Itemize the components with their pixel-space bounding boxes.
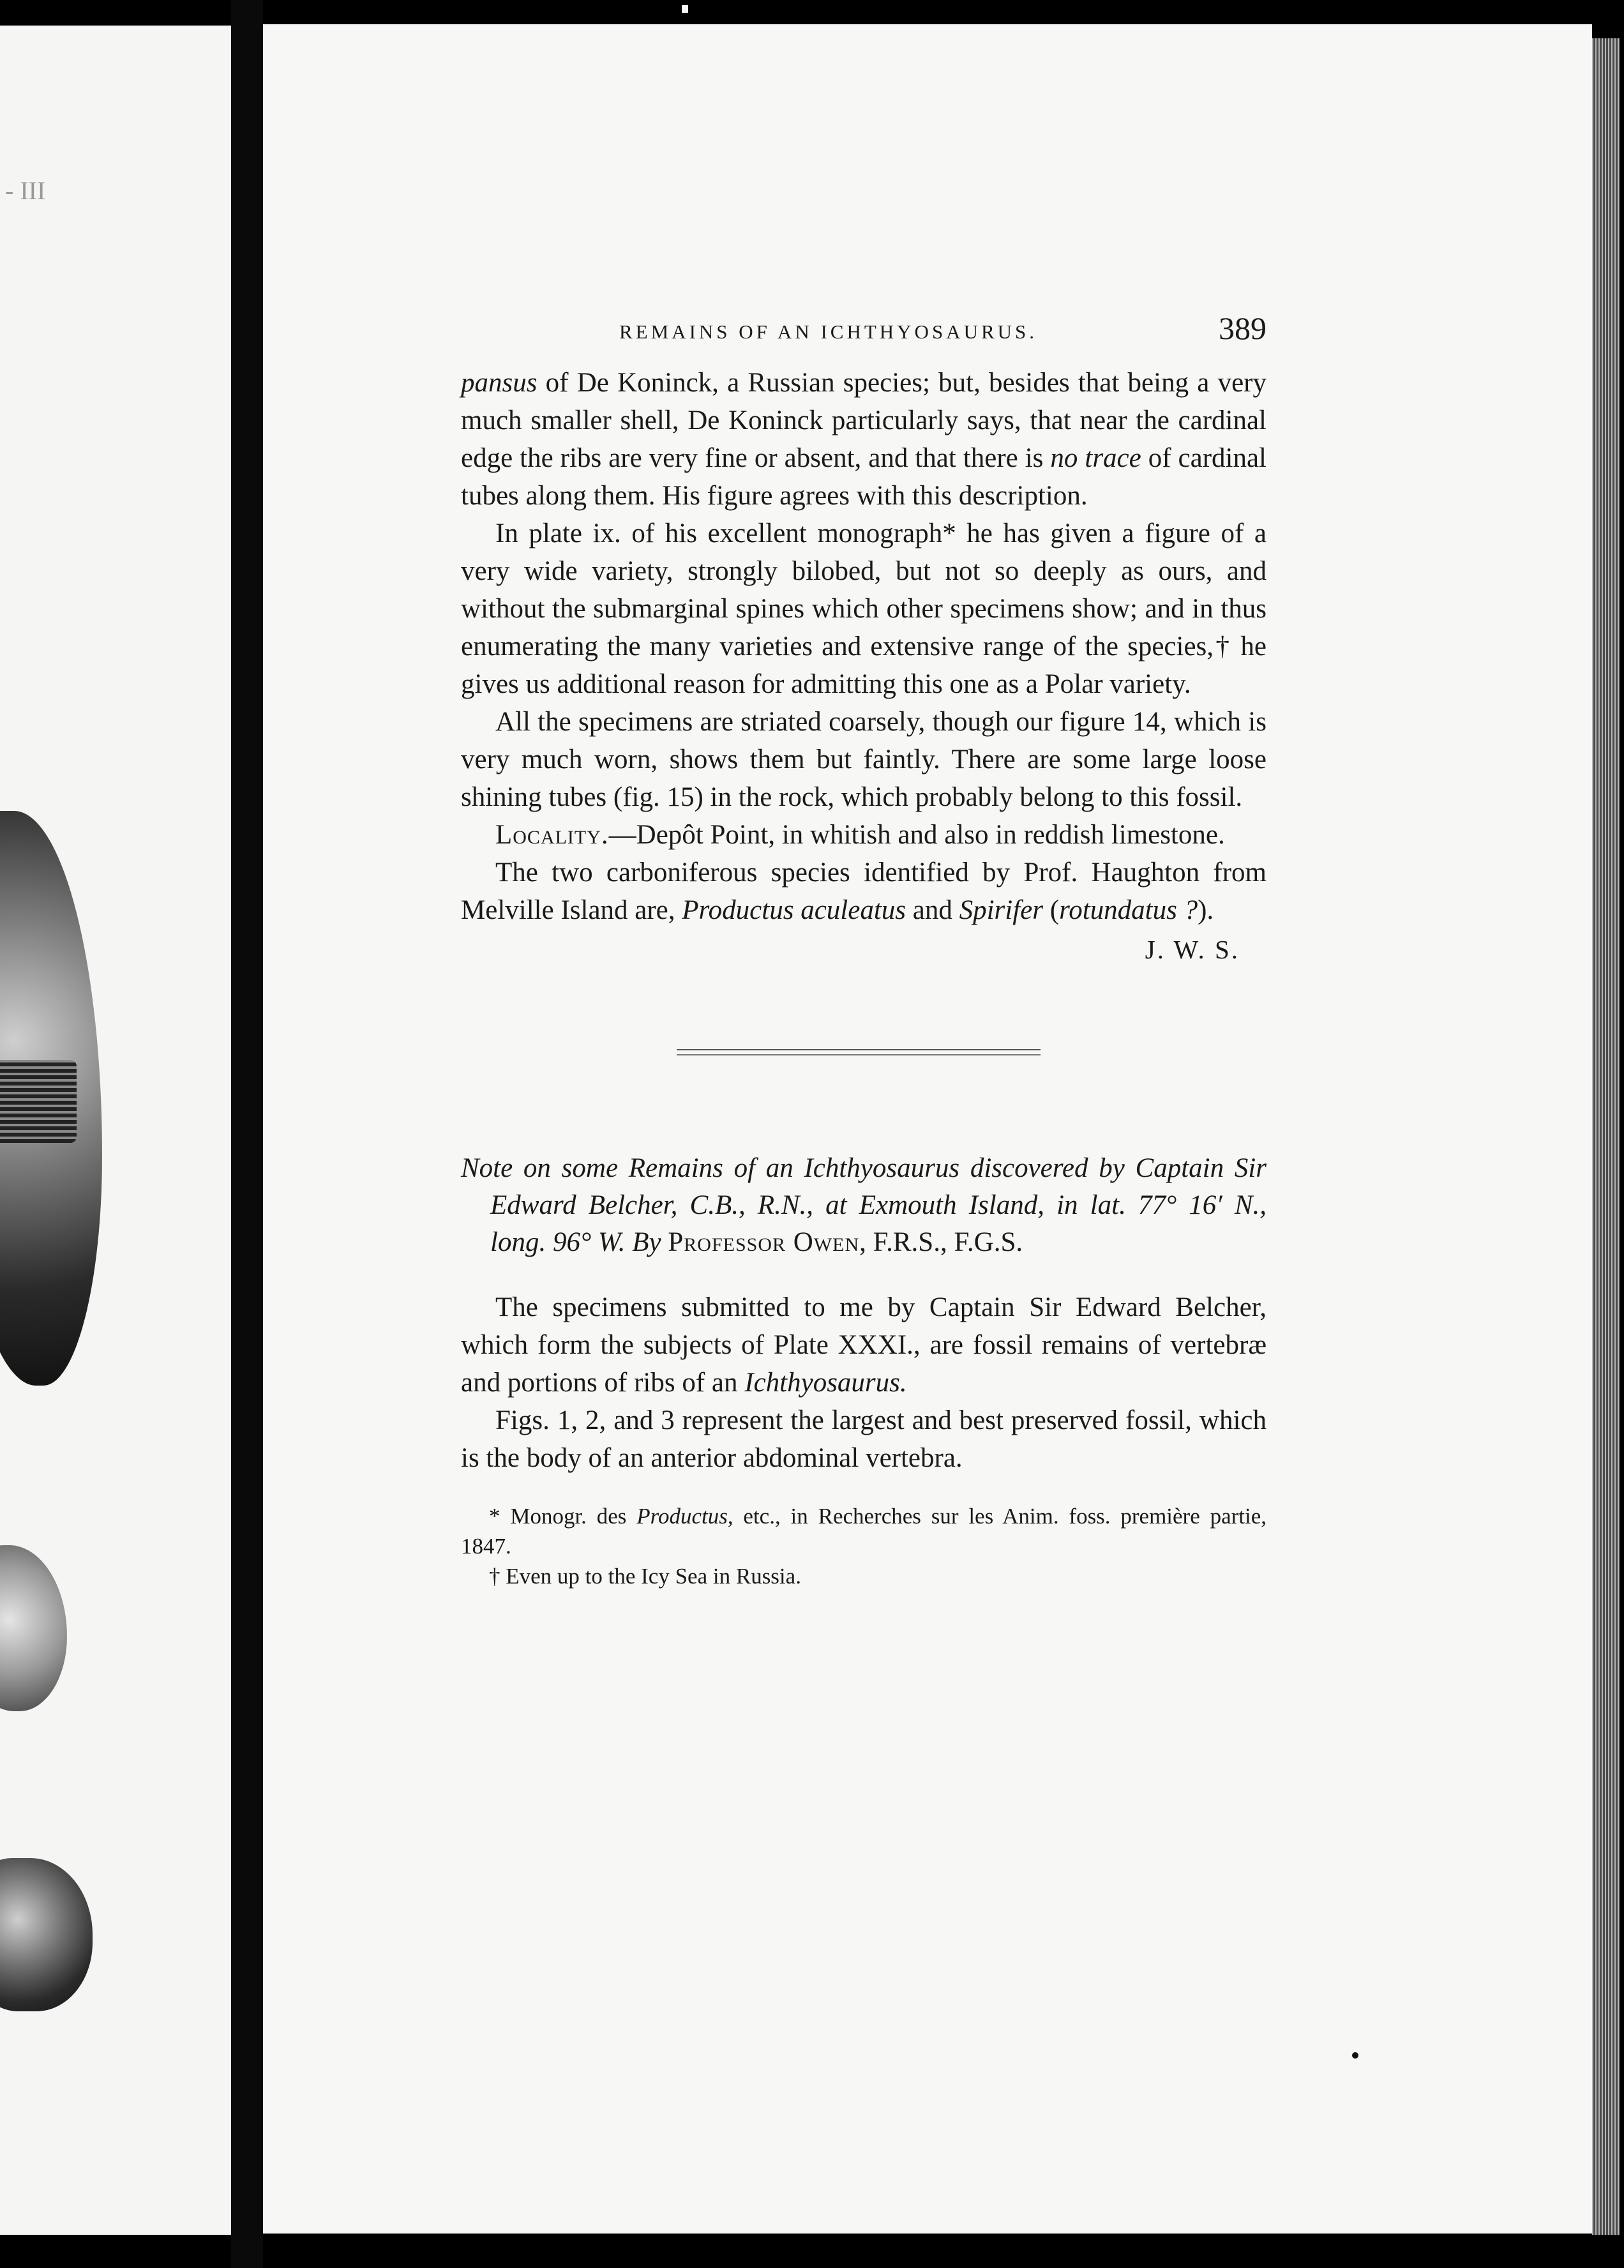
note-title xyxy=(461,1150,1267,1261)
text-run: , etc., in Recherches sur les Anim. foss. première partie, 1847. xyxy=(461,1504,1267,1559)
text-run: The two carboniferous species identified by Prof. Haughton from Melville Island are, xyxy=(461,858,1267,925)
text-run: of De Koninck, a Russian species; but, besides that being a very much smaller shell, De Koninck particularly says, that near the cardinal edge the ribs are very fine or absent, and that there is xyxy=(461,368,1267,473)
text-run: The specimens submitted to me by Captain Sir Edward Belcher, which form the subjects of Plate XXXI., are fossil remains of vertebræ and portions of ribs of an xyxy=(461,1292,1267,1398)
facing-page-left xyxy=(0,26,231,2235)
text-run: By xyxy=(632,1227,661,1257)
text-run: Professor Owen xyxy=(668,1227,860,1257)
text-run: ). xyxy=(1198,895,1214,925)
page-edges xyxy=(1592,38,1620,2235)
text-run: , F.R.S., F.G.S. xyxy=(859,1227,1023,1257)
text-run: Figs. 1, 2, and 3 represent the largest and best preserved fossil, which is the body of an anterior abdominal vertebra. xyxy=(461,1405,1267,1473)
note-paragraph-1 xyxy=(461,1289,1267,1402)
text-run: —Depôt Point, in whitish and also in reddish limestone. xyxy=(608,820,1225,850)
text-run: Note on some Remains of an Ichthyosaurus discovered by Captain Sir Edward Belcher, C.B., R.N., at Exmouth Island, in lat. 77° 16′ N., long. 96° W. xyxy=(461,1153,1267,1257)
section-divider xyxy=(677,1049,1041,1055)
book-gutter xyxy=(231,0,263,2268)
text-run: rotundatus ? xyxy=(1059,895,1198,925)
text-run: Spirifer xyxy=(959,895,1043,925)
fossil-illustration-band xyxy=(0,1060,77,1143)
footnote-2 xyxy=(461,1561,1267,1591)
running-head: REMAINS OF AN ICHTHYOSAURUS. xyxy=(619,321,1038,343)
page-header xyxy=(461,306,1267,358)
text-run: Productus aculeatus xyxy=(682,895,906,925)
paragraph-5 xyxy=(461,854,1267,929)
text-run: * Monogr. des xyxy=(489,1504,637,1529)
text-run: All the specimens are striated coarsely, though our figure 14, which is very much worn, shows them but faintly. There are some large loose shining tubes (fig. 15) in the rock, which probably belong to this fossil. xyxy=(461,707,1267,812)
signature: J. W. S. xyxy=(1145,935,1240,964)
text-run: ( xyxy=(1043,895,1060,925)
footnote-1 xyxy=(461,1501,1267,1561)
paragraph-locality xyxy=(461,816,1267,854)
text-run: of cardinal tubes along them. His figure agrees with this description. xyxy=(461,443,1267,511)
page-number: 389 xyxy=(1219,310,1267,346)
text-block xyxy=(461,306,1267,1591)
top-mark xyxy=(682,5,688,13)
paragraph-3 xyxy=(461,703,1267,816)
text-run: † Even up to the Icy Sea in Russia. xyxy=(489,1564,801,1589)
fossil-illustration-lower xyxy=(0,1858,93,2011)
paragraph-2 xyxy=(461,515,1267,703)
left-page-mark: - III xyxy=(5,176,46,205)
text-run: Ichthyosaurus. xyxy=(744,1368,907,1398)
text-run: In plate ix. of his excellent monograph* he has given a figure of a very wide variety, strongly bilobed, but not so deeply as ours, and without the submarginal spines which other specimens show; and in thus enumerating the many varieties and extensive range of the species,† he gives us additional reason for admitting this one as a Polar variety. xyxy=(461,518,1267,699)
fossil-illustration-middle xyxy=(0,1545,67,1711)
text-run xyxy=(626,1227,633,1257)
text-run: and xyxy=(906,895,959,925)
paragraph-1 xyxy=(461,364,1267,515)
stray-mark xyxy=(1352,2052,1358,2059)
text-run: Productus xyxy=(636,1504,728,1529)
footnotes xyxy=(461,1501,1267,1591)
text-run: no trace xyxy=(1050,443,1141,473)
text-run: Locality. xyxy=(495,820,609,850)
text-run: pansus xyxy=(461,368,538,398)
note-paragraph-2 xyxy=(461,1402,1267,1477)
text-run xyxy=(661,1227,668,1257)
